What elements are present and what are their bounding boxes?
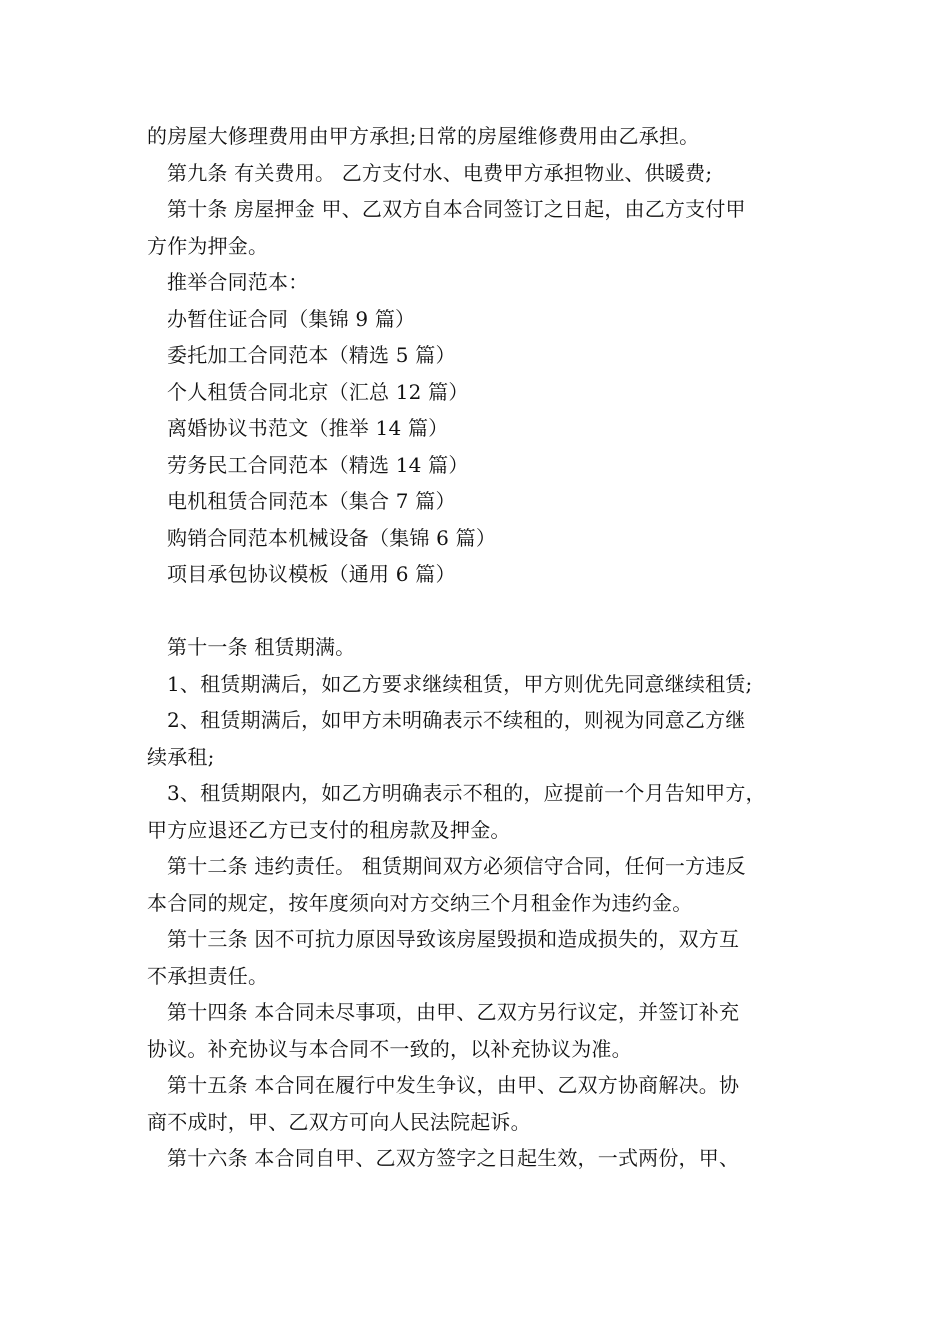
- recommended-item: 购销合同范本机械设备（集锦 6 篇）: [167, 525, 497, 550]
- text-line: 的房屋大修理费用由甲方承担;日常的房屋维修费用由乙承担。: [147, 124, 700, 148]
- document-body: [147, 118, 817, 1177]
- recommended-item: 项目承包协议模板（通用 6 篇）: [167, 562, 456, 586]
- recommended-item: 办暂住证合同（集锦 9 篇）: [167, 306, 416, 331]
- text-line: 第十四条 本合同未尽事项，由甲、乙双方另行议定，并签订补充: [167, 1000, 740, 1024]
- text-line: 第十条 房屋押金 甲、乙双方自本合同签订之日起，由乙方支付甲: [167, 197, 746, 221]
- text-line: 甲方应退还乙方已支付的租房款及押金。: [147, 817, 511, 842]
- text-line: 本合同的规定，按年度须向对方交纳三个月租金作为违约金。: [147, 890, 693, 915]
- text-line: 商不成时，甲、乙双方可向人民法院起诉。: [147, 1109, 531, 1134]
- recommended-item: 电机租赁合同范本（集合 7 篇）: [167, 489, 456, 513]
- text-line: 3、租赁期限内，如乙方明确表示不租的，应提前一个月告知甲方，: [167, 781, 766, 805]
- blank-line: [147, 593, 817, 630]
- text-line: 第十三条 因不可抗力原因导致该房屋毁损和造成损失的，双方互: [167, 927, 740, 951]
- text-line: 第十一条 租赁期满。: [167, 635, 356, 659]
- recommended-item: 个人租赁合同北京（汇总 12 篇）: [167, 379, 469, 404]
- text-line: 第九条 有关费用。 乙方支付水、电费甲方承担物业、供暖费;: [167, 160, 713, 185]
- text-line: 2、租赁期满后，如甲方未明确表示不续租的，则视为同意乙方继: [167, 708, 746, 732]
- text-line: 方作为押金。: [147, 233, 269, 258]
- text-line: 第十五条 本合同在履行中发生争议，由甲、乙双方协商解决。协: [167, 1073, 740, 1097]
- section-heading: 推举合同范本：: [167, 270, 309, 294]
- text-line: 第十六条 本合同自甲、乙双方签字之日起生效，一式两份，甲、: [167, 1146, 740, 1170]
- text-line: 协议。补充协议与本合同不一致的，以补充协议为准。: [147, 1036, 632, 1061]
- recommended-item: 委托加工合同范本（精选 5 篇）: [167, 343, 456, 367]
- recommended-item: 离婚协议书范文（推举 14 篇）: [167, 416, 449, 440]
- text-line: 续承租;: [147, 744, 215, 769]
- text-line: 不承担责任。: [147, 963, 269, 988]
- recommended-item: 劳务民工合同范本（精选 14 篇）: [167, 452, 469, 477]
- text-line: 第十二条 违约责任。 租赁期间双方必须信守合同，任何一方违反: [167, 854, 746, 878]
- text-line: 1、租赁期满后，如乙方要求继续租赁，甲方则优先同意继续租赁;: [167, 671, 753, 696]
